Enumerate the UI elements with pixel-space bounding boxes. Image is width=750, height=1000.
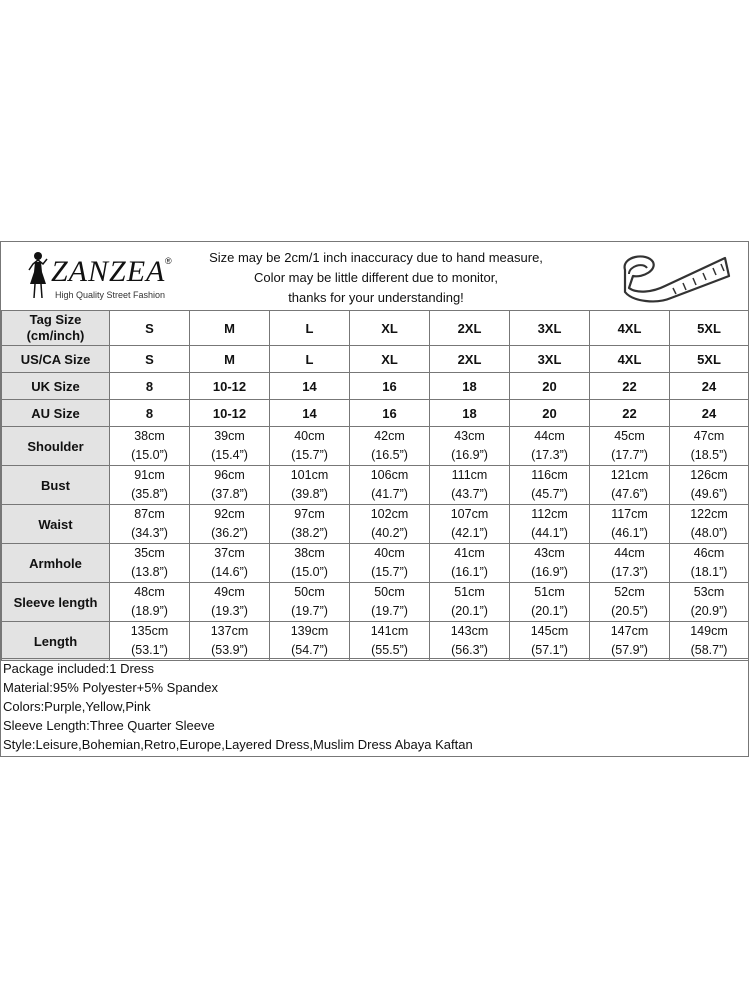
size-cell: S [110, 346, 190, 373]
row-label: Waist [2, 505, 110, 544]
measurement-cell [350, 505, 430, 544]
cm-value: 48cm [134, 585, 165, 599]
inch-value: (18.1”) [690, 565, 728, 579]
product-details [1, 658, 748, 754]
cm-value: 44cm [534, 429, 565, 443]
inch-value: (38.2”) [291, 526, 328, 540]
cm-value: 53cm [693, 585, 725, 599]
size-table [1, 310, 749, 661]
cm-value: 106cm [370, 468, 409, 482]
cm-value: 143cm [450, 624, 489, 638]
inch-value: (39.8”) [291, 487, 328, 501]
measurement-row [2, 505, 749, 544]
row-label: Length [2, 622, 110, 661]
size-cell: 8 [110, 373, 190, 400]
size-row [2, 400, 749, 427]
measurement-cell [190, 583, 270, 622]
cm-value: 47cm [693, 429, 725, 443]
size-cell: 10-12 [190, 373, 270, 400]
cm-value: 42cm [374, 429, 405, 443]
cm-value: 135cm [130, 624, 169, 638]
cm-value: 35cm [134, 546, 165, 560]
cm-value: 38cm [134, 429, 165, 443]
cm-value: 40cm [374, 546, 405, 560]
measurement-cell [430, 427, 510, 466]
inch-value: (19.7”) [371, 604, 408, 618]
measurement-cell [350, 622, 430, 661]
inch-value: (17.7”) [611, 448, 648, 462]
cm-value: 102cm [370, 507, 409, 521]
inch-value: (43.7”) [451, 487, 488, 501]
size-cell: 2XL [430, 311, 510, 346]
measurement-cell [190, 544, 270, 583]
chart-header [1, 242, 748, 311]
cm-value: 116cm [531, 468, 568, 482]
cm-value: 137cm [210, 624, 249, 638]
measurement-cell [190, 622, 270, 661]
size-cell: M [190, 346, 270, 373]
row-label: Bust [2, 466, 110, 505]
inch-value: (17.3”) [531, 448, 568, 462]
measurement-cell [110, 583, 190, 622]
size-row [2, 346, 749, 373]
measurement-cell [670, 427, 749, 466]
measurement-cell [430, 505, 510, 544]
inch-value: (58.7”) [690, 643, 728, 657]
inch-value: (15.7”) [371, 565, 408, 579]
row-label: Shoulder [2, 427, 110, 466]
detail-sleeve-length: Sleeve Length:Three Quarter Sleeve [3, 718, 215, 733]
inch-value: (37.8”) [211, 487, 248, 501]
measurement-cell [590, 466, 670, 505]
inch-value: (46.1”) [611, 526, 648, 540]
measuring-tape-icon [613, 248, 731, 304]
size-cell: 24 [670, 400, 749, 427]
inch-value: (36.2”) [211, 526, 248, 540]
inch-value: (44.1”) [531, 526, 568, 540]
measurement-cell [110, 466, 190, 505]
inch-value: (16.5”) [371, 448, 408, 462]
size-cell: 4XL [590, 311, 670, 346]
inch-value: (15.0”) [131, 448, 168, 462]
cm-value: 40cm [294, 429, 325, 443]
cm-value: 111cm [451, 468, 488, 482]
size-cell: L [270, 346, 350, 373]
inch-value: (35.8”) [131, 487, 168, 501]
inch-value: (54.7”) [291, 643, 328, 657]
measurement-cell [350, 583, 430, 622]
cm-value: 43cm [454, 429, 485, 443]
cm-value: 39cm [214, 429, 245, 443]
measurement-cell [670, 466, 749, 505]
brand-logo [25, 250, 205, 302]
inch-value: (14.6”) [211, 565, 248, 579]
size-cell: 5XL [670, 346, 749, 373]
cm-value: 141cm [370, 624, 409, 638]
measurement-cell [590, 622, 670, 661]
inch-value: (40.2”) [371, 526, 408, 540]
cm-value: 46cm [693, 546, 725, 560]
inch-value: (57.9”) [611, 643, 648, 657]
size-cell: 14 [270, 373, 350, 400]
size-chart [0, 241, 749, 757]
measurement-cell [510, 427, 590, 466]
cm-value: 44cm [614, 546, 645, 560]
size-cell: 5XL [670, 311, 749, 346]
size-cell: 4XL [590, 346, 670, 373]
inch-value: (57.1”) [531, 643, 568, 657]
inch-value: (20.1”) [531, 604, 568, 618]
inch-value: (18.9”) [131, 604, 168, 618]
size-row [2, 373, 749, 400]
inch-value: (20.9”) [690, 604, 728, 618]
inch-value: (48.0”) [690, 526, 728, 540]
measurement-cell [670, 583, 749, 622]
measurement-row [2, 544, 749, 583]
measurement-cell [350, 466, 430, 505]
measurement-cell [510, 505, 590, 544]
measurement-cell [430, 622, 510, 661]
row-label: Sleeve length [2, 583, 110, 622]
inch-value: (17.3”) [611, 565, 648, 579]
measurement-note [191, 248, 561, 308]
measurement-cell [430, 544, 510, 583]
measurement-row [2, 466, 749, 505]
inch-value: (47.6”) [611, 487, 648, 501]
detail-package: Package included:1 Dress [3, 661, 155, 676]
measurement-cell [110, 544, 190, 583]
row-label: UK Size [2, 373, 110, 400]
measurement-cell [430, 466, 510, 505]
measurement-cell [510, 622, 590, 661]
measurement-cell [510, 466, 590, 505]
measurement-row [2, 622, 749, 661]
cm-value: 117cm [611, 507, 648, 521]
cm-value: 97cm [294, 507, 325, 521]
cm-value: 107cm [450, 507, 489, 521]
measurement-cell [670, 544, 749, 583]
inch-value: (19.7”) [291, 604, 328, 618]
inch-value: (15.0”) [291, 565, 328, 579]
measurement-row [2, 583, 749, 622]
inch-value: (53.9”) [211, 643, 248, 657]
row-label: US/CA Size [2, 346, 110, 373]
inch-value: (15.7”) [291, 448, 328, 462]
cm-value: 37cm [214, 546, 245, 560]
cm-value: 50cm [374, 585, 405, 599]
note-line: Size may be 2cm/1 inch inaccuracy due to hand measure, [209, 250, 543, 265]
measurement-cell [270, 544, 350, 583]
cm-value: 41cm [454, 546, 485, 560]
inch-value: (16.9”) [451, 448, 488, 462]
inch-value: (49.6”) [690, 487, 728, 501]
measurement-cell [590, 583, 670, 622]
size-cell: S [110, 311, 190, 346]
cm-value: 38cm [294, 546, 325, 560]
detail-colors: Colors:Purple,Yellow,Pink [3, 699, 151, 714]
size-cell: 16 [350, 373, 430, 400]
cm-value: 51cm [534, 585, 565, 599]
size-cell: 18 [430, 400, 510, 427]
measurement-cell [510, 544, 590, 583]
size-cell: 2XL [430, 346, 510, 373]
tag-size-row [2, 311, 749, 346]
inch-value: (15.4”) [211, 448, 248, 462]
cm-value: 122cm [690, 507, 728, 521]
measurement-cell [270, 505, 350, 544]
inch-value: (41.7”) [371, 487, 408, 501]
cm-value: 96cm [214, 468, 245, 482]
measurement-cell [590, 544, 670, 583]
measurement-cell [430, 583, 510, 622]
tag-size-label: Tag Size (cm/inch) [2, 311, 110, 346]
measurement-cell [110, 427, 190, 466]
row-label: AU Size [2, 400, 110, 427]
size-cell: 22 [590, 373, 670, 400]
cm-value: 87cm [134, 507, 165, 521]
cm-value: 52cm [614, 585, 645, 599]
cm-value: 101cm [290, 468, 329, 482]
inch-value: (20.5”) [611, 604, 648, 618]
size-cell: 16 [350, 400, 430, 427]
measurement-cell [110, 622, 190, 661]
brand-name: ZANZEA [51, 255, 166, 288]
inch-value: (16.9”) [531, 565, 568, 579]
detail-material: Material:95% Polyester+5% Spandex [3, 680, 218, 695]
cm-value: 51cm [454, 585, 485, 599]
cm-value: 45cm [614, 429, 645, 443]
inch-value: (45.7”) [531, 487, 568, 501]
cm-value: 121cm [610, 468, 649, 482]
measurement-cell [270, 427, 350, 466]
measurement-cell [190, 427, 270, 466]
size-cell: 10-12 [190, 400, 270, 427]
inch-value: (42.1”) [451, 526, 488, 540]
note-line: thanks for your understanding! [288, 290, 464, 305]
cm-value: 147cm [610, 624, 649, 638]
measurement-cell [270, 466, 350, 505]
measurement-cell [670, 622, 749, 661]
cm-value: 126cm [690, 468, 728, 482]
note-line: Color may be little different due to monitor, [254, 270, 498, 285]
measurement-cell [110, 505, 190, 544]
cm-value: 43cm [534, 546, 565, 560]
cm-value: 91cm [134, 468, 165, 482]
brand-tagline: High Quality Street Fashion [55, 290, 166, 300]
size-cell: 24 [670, 373, 749, 400]
size-cell: 20 [510, 373, 590, 400]
cm-value: 139cm [290, 624, 329, 638]
measurement-row [2, 427, 749, 466]
inch-value: (56.3”) [451, 643, 488, 657]
measurement-cell [590, 427, 670, 466]
registered-mark: ® [165, 256, 172, 266]
size-cell: 3XL [510, 311, 590, 346]
cm-value: 92cm [214, 507, 245, 521]
size-cell: 14 [270, 400, 350, 427]
measurement-cell [270, 583, 350, 622]
inch-value: (19.3”) [211, 604, 248, 618]
row-label: Armhole [2, 544, 110, 583]
inch-value: (34.3”) [131, 526, 168, 540]
measurement-cell [270, 622, 350, 661]
woman-silhouette-icon [25, 250, 51, 302]
size-cell: 8 [110, 400, 190, 427]
inch-value: (18.5”) [690, 448, 728, 462]
size-cell: L [270, 311, 350, 346]
size-cell: 18 [430, 373, 510, 400]
measurement-cell [670, 505, 749, 544]
measurement-cell [190, 505, 270, 544]
cm-value: 49cm [214, 585, 245, 599]
inch-value: (16.1”) [451, 565, 488, 579]
size-cell: XL [350, 346, 430, 373]
cm-value: 50cm [294, 585, 325, 599]
measurement-cell [190, 466, 270, 505]
size-cell: M [190, 311, 270, 346]
measurement-cell [590, 505, 670, 544]
detail-style: Style:Leisure,Bohemian,Retro,Europe,Layered Dress,Muslim Dress Abaya Kaftan [3, 737, 473, 752]
cm-value: 145cm [530, 624, 569, 638]
cm-value: 149cm [690, 624, 728, 638]
inch-value: (20.1”) [451, 604, 488, 618]
size-cell: XL [350, 311, 430, 346]
measurement-cell [350, 544, 430, 583]
inch-value: (55.5”) [371, 643, 408, 657]
size-cell: 3XL [510, 346, 590, 373]
size-cell: 20 [510, 400, 590, 427]
inch-value: (13.8”) [131, 565, 168, 579]
measurement-cell [510, 583, 590, 622]
size-cell: 22 [590, 400, 670, 427]
cm-value: 112cm [531, 507, 568, 521]
measurement-cell [350, 427, 430, 466]
inch-value: (53.1”) [131, 643, 168, 657]
